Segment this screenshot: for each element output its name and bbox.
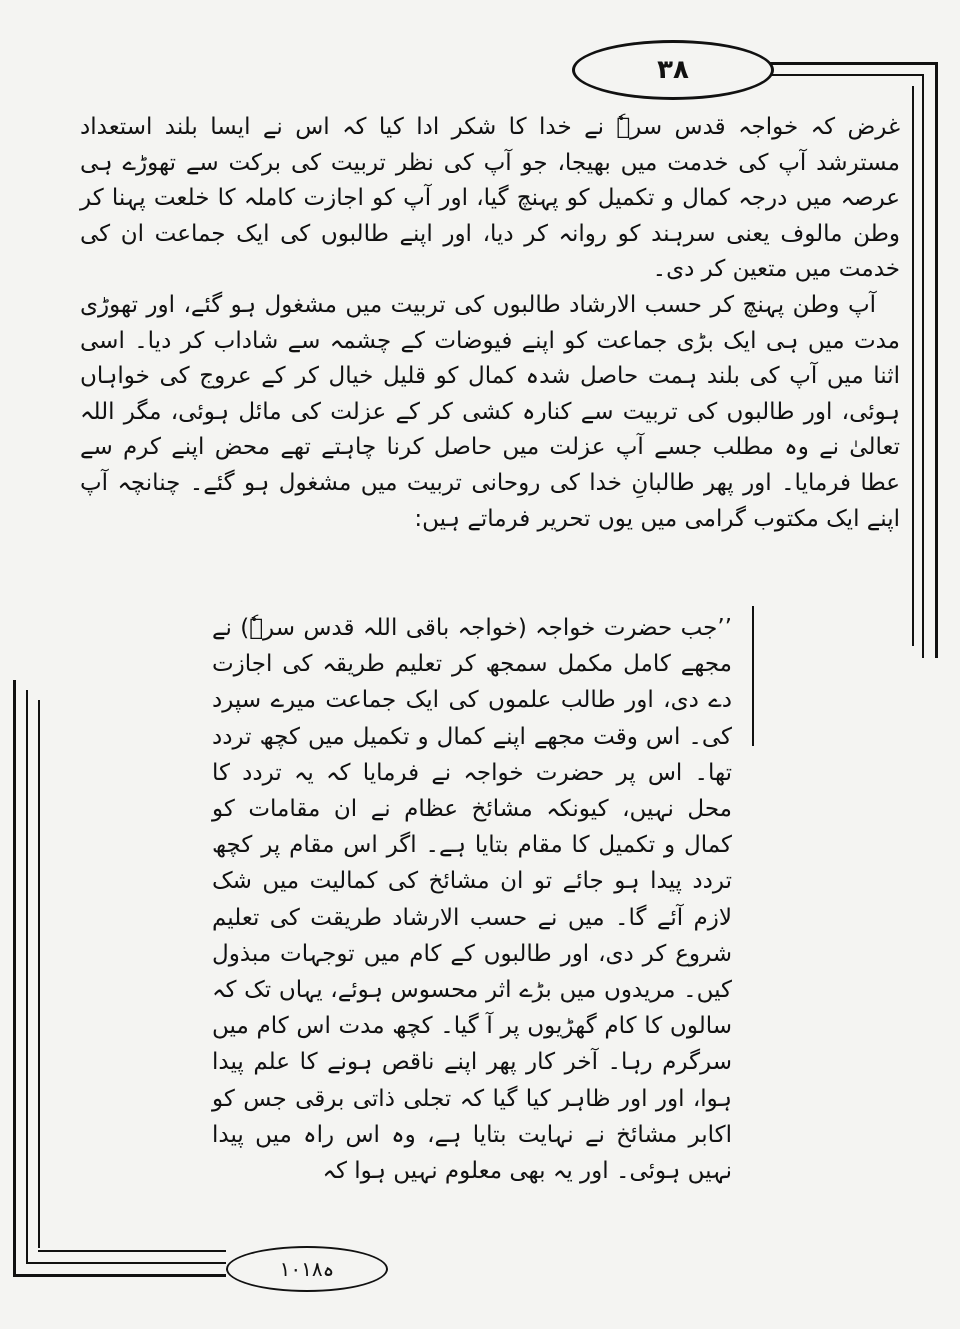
frame-line — [13, 1274, 226, 1277]
frame-line — [38, 700, 40, 1248]
quote-divider — [752, 606, 754, 746]
frame-line — [922, 74, 924, 658]
frame-line — [26, 1262, 226, 1264]
frame-line — [38, 1250, 226, 1252]
quote-paragraph: ’’جب حضرت خواجہ (خواجہ باقی اللہ قدس سرہٗ) نے مجھے کامل مکمل سمجھ کر تعلیم طریقہ کی اجازت دے دی، اور طالب علموں کی ایک جماعت میرے سپرد کی۔ اس وقت مجھے اپنے کمال و تکمیل میں کچھ تردد تھا۔ اس پر حضرت خواجہ نے فرمایا کہ یہ تردد کا محل نہیں، کیونکہ مشائخ عظام نے ان مقامات کو کمال و تکمیل کا مقام بتایا ہے۔ اگر اس مقام پر کچھ تردد پیدا ہو جائے تو ان مشائخ کی کمالیت میں شک لازم آئے گا۔ میں نے حسب الارشاد طریقت کی تعلیم شروع کر دی، اور طالبوں کے کام میں توجہات مبذول کیں۔ مریدوں میں بڑے اثر محسوس ہوئے، یہاں تک کہ سالوں کا کام گھڑیوں پر آ گیا۔ کچھ مدت اس کام میں سرگرم رہا۔ آخر کار پھر اپنے ناقص ہونے کا علم پیدا ہوا، اور اور ظاہر کیا گیا کہ تجلی ذاتی برقی جس کو اکابر مشائخ نے نہایت بتایا ہے، وہ اس راہ میں پیدا نہیں ہوئی۔ اور یہ بھی معلوم نہیں ہوا کہ — [212, 615, 732, 1185]
frame-line — [13, 680, 16, 1276]
frame-line — [912, 86, 914, 646]
frame-line — [768, 74, 924, 76]
paragraph-1: غرض کہ خواجہ قدس سرہٗ نے خدا کا شکر ادا کیا کہ اس نے ایسا بلند استعداد مسترشد آپ کی خدمت میں بھیجا، جو آپ کی نظر تربیت کی برکت سے تھوڑے ہی عرصہ میں درجہ کمال و تکمیل کو پہنچ گیا، اور آپ کو اجازت کاملہ کا خلعت پہنا کر وطن مالوف یعنی سرہند کو روانہ کر دیا، اور اپنے طالبوں کی ایک جماعت ان کی خدمت میں متعین کر دی۔ — [80, 114, 900, 283]
main-text — [80, 110, 900, 537]
paragraph-2: آپ وطن پہنچ کر حسب الارشاد طالبوں کی تربیت میں مشغول ہو گئے، اور تھوڑی مدت میں ہی ایک بڑی جماعت کو اپنے فیوضات کے چشمہ سے شاداب کر دیا۔ اسی اثنا میں آپ کی بلند ہمت حاصل شدہ کمال کو قلیل خیال کر کے عروج کی خواہاں ہوئی، اور طالبوں کی تربیت سے کنارہ کشی کر کے عزلت کی مائل ہوئی، مگر اللہ تعالیٰ نے وہ مطلب جسے آپ عزلت میں حاصل کرنا چاہتے تھے محض اپنے کرم سے عطا فرمایا۔ اور پھر طالبانِ خدا کی روحانی تربیت میں مشغول ہو گئے۔ چنانچہ آپ اپنے ایک مکتوب گرامی میں یوں تحریر فرماتے ہیں: — [80, 291, 900, 532]
page-number-bottom: ۱۰۱۸ہ — [226, 1246, 388, 1292]
frame-line — [935, 62, 938, 658]
frame-line — [768, 62, 938, 65]
quote-block — [212, 610, 732, 1189]
frame-line — [26, 690, 28, 1262]
page-number-top: ۳۸ — [572, 40, 774, 100]
